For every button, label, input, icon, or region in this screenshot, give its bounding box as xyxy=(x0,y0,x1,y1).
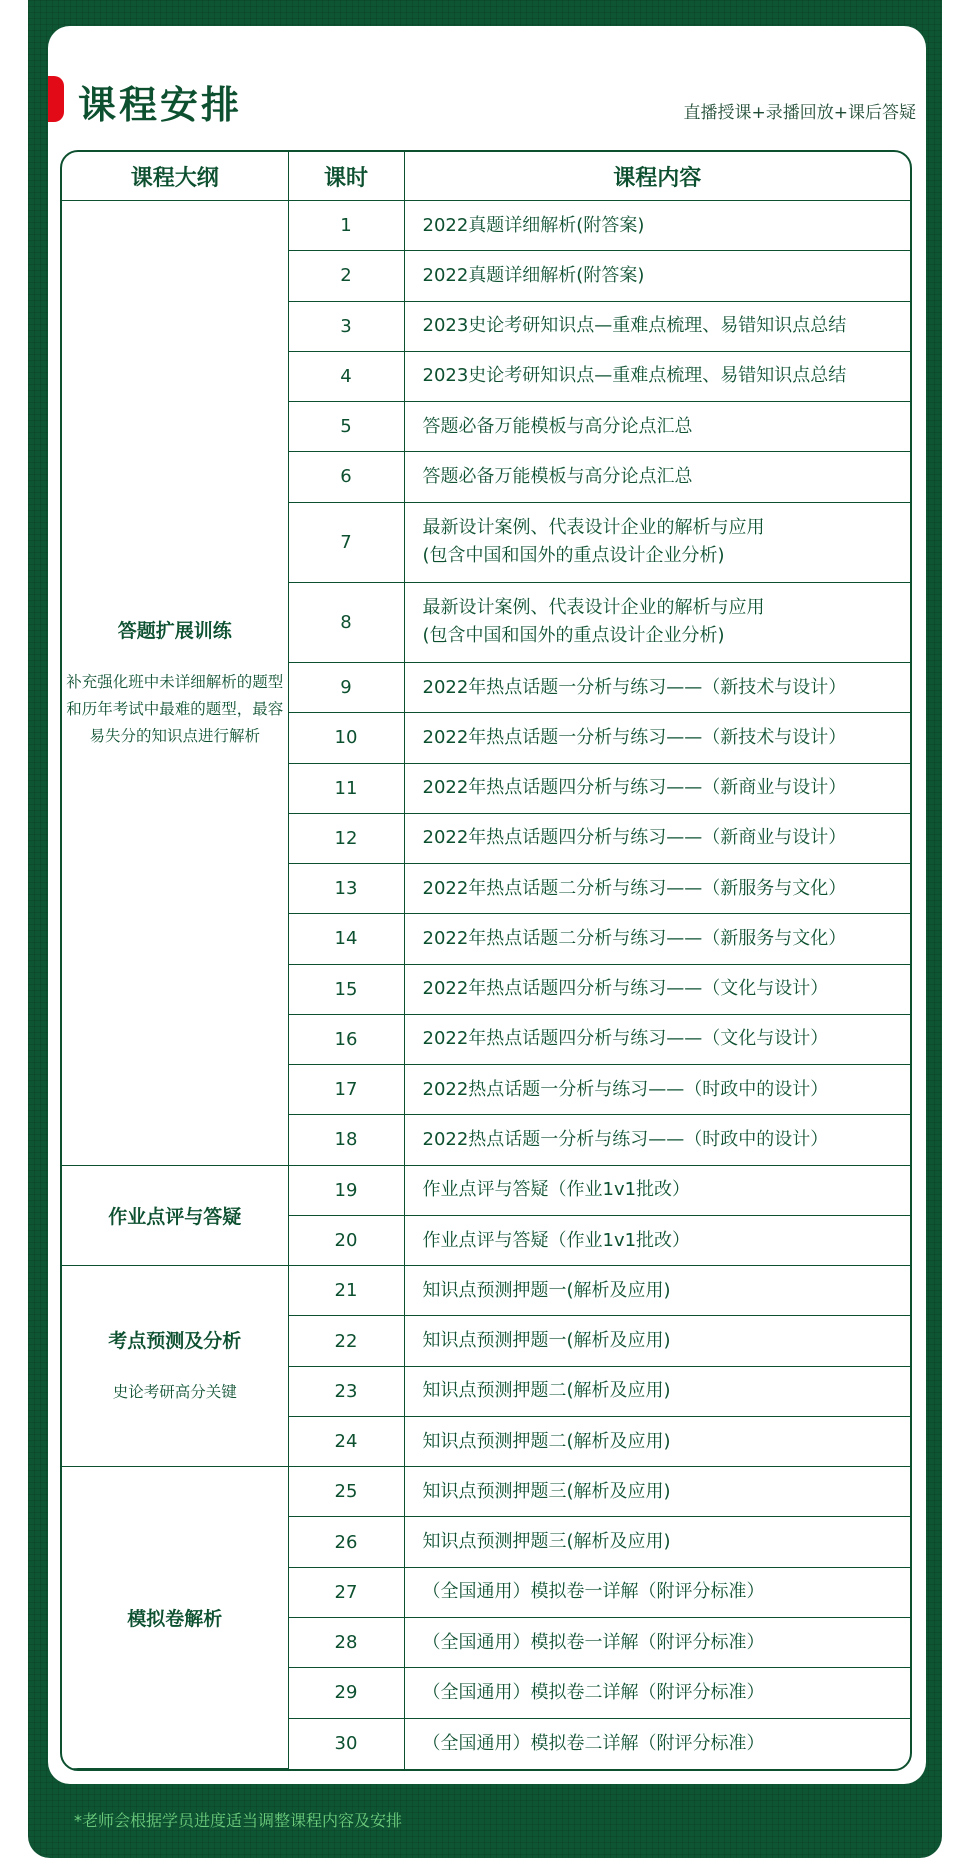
outline-title: 考点预测及分析 xyxy=(108,1330,242,1353)
lesson-content-line: 2022年热点话题一分析与练习——（新技术与设计） xyxy=(422,676,847,698)
lesson-content-line: 知识点预测押题二(解析及应用) xyxy=(422,1430,671,1452)
lesson-content-line: 最新设计案例、代表设计企业的解析与应用 xyxy=(422,597,765,619)
lesson-content-line: 2022年热点话题二分析与练习——（新服务与文化） xyxy=(422,927,847,949)
lesson-content xyxy=(404,1366,910,1416)
page-frame xyxy=(28,0,942,1858)
table-row xyxy=(62,1467,910,1517)
lesson-number: 22 xyxy=(288,1316,404,1366)
lesson-number: 20 xyxy=(288,1215,404,1265)
lesson-content-line: 知识点预测押题一(解析及应用) xyxy=(422,1330,671,1352)
lesson-number: 21 xyxy=(288,1266,404,1316)
lesson-content xyxy=(404,351,910,401)
lesson-content xyxy=(404,1065,910,1115)
lesson-number: 25 xyxy=(288,1467,404,1517)
lesson-content-line: 2022年热点话题四分析与练习——（新商业与设计） xyxy=(422,827,847,849)
outline-cell xyxy=(62,1467,288,1769)
lesson-content xyxy=(404,301,910,351)
lesson-content-line: (包含中国和国外的重点设计企业分析) xyxy=(422,545,725,567)
outline-description: 补充强化班中未详细解析的题型和历年考试中最难的题型，最容易失分的知识点进行解析 xyxy=(66,672,284,745)
lesson-content xyxy=(404,1467,910,1517)
page-subtitle: 直播授课+录播回放+课后答疑 xyxy=(683,103,916,123)
lesson-content xyxy=(404,1316,910,1366)
column-header-content: 课程内容 xyxy=(404,152,910,201)
lesson-number: 1 xyxy=(288,201,404,251)
lesson-content xyxy=(404,1567,910,1617)
lesson-content-line: 2022热点话题一分析与练习——（时政中的设计） xyxy=(422,1078,829,1100)
table-header-row xyxy=(62,152,910,201)
lesson-content-line: 2022年热点话题二分析与练习——（新服务与文化） xyxy=(422,877,847,899)
lesson-content-line: （全国通用）模拟卷二详解（附评分标准） xyxy=(422,1732,765,1754)
lesson-content xyxy=(404,1266,910,1316)
lesson-content-line: （全国通用）模拟卷一详解（附评分标准） xyxy=(422,1581,765,1603)
lesson-content-line: 2022年热点话题四分析与练习——（文化与设计） xyxy=(422,978,829,1000)
lesson-content xyxy=(404,813,910,863)
column-header-outline: 课程大纲 xyxy=(62,152,288,201)
outline-cell xyxy=(62,201,288,1166)
outline-title: 作业点评与答疑 xyxy=(108,1205,242,1228)
lesson-number: 19 xyxy=(288,1165,404,1215)
footer-note: *老师会根据学员进度适当调整课程内容及安排 xyxy=(74,1811,403,1830)
lesson-content-line: 作业点评与答疑（作业1v1批改） xyxy=(422,1229,691,1251)
lesson-number: 12 xyxy=(288,813,404,863)
outline-cell xyxy=(62,1165,288,1266)
lesson-content-line: 2022年热点话题一分析与练习——（新技术与设计） xyxy=(422,726,847,748)
lesson-number: 13 xyxy=(288,864,404,914)
lesson-content-line: 2022年热点话题四分析与练习——（新商业与设计） xyxy=(422,777,847,799)
lesson-number: 4 xyxy=(288,351,404,401)
lesson-content xyxy=(404,1215,910,1265)
lesson-number: 7 xyxy=(288,502,404,582)
lesson-content-line: 作业点评与答疑（作业1v1批改） xyxy=(422,1179,691,1201)
lesson-content xyxy=(404,1668,910,1718)
lesson-number: 10 xyxy=(288,713,404,763)
lesson-content-line: （全国通用）模拟卷一详解（附评分标准） xyxy=(422,1631,765,1653)
outline-title: 答题扩展训练 xyxy=(117,619,232,642)
lesson-content xyxy=(404,914,910,964)
lesson-content xyxy=(404,964,910,1014)
lesson-number: 11 xyxy=(288,763,404,813)
table-row xyxy=(62,1165,910,1215)
lesson-content xyxy=(404,1416,910,1466)
lesson-number: 26 xyxy=(288,1517,404,1567)
lesson-number: 24 xyxy=(288,1416,404,1466)
lesson-number: 23 xyxy=(288,1366,404,1416)
lesson-content xyxy=(404,251,910,301)
schedule-table-wrapper xyxy=(60,150,912,1771)
lesson-content xyxy=(404,502,910,582)
lesson-content-line: 2023史论考研知识点—重难点梳理、易错知识点总结 xyxy=(422,365,847,387)
lesson-content xyxy=(404,1165,910,1215)
lesson-content-line: 2022年热点话题四分析与练习——（文化与设计） xyxy=(422,1028,829,1050)
lesson-content xyxy=(404,201,910,251)
lesson-content-line: 2022热点话题一分析与练习——（时政中的设计） xyxy=(422,1128,829,1150)
lesson-content-line: 知识点预测押题三(解析及应用) xyxy=(422,1531,671,1553)
lesson-number: 14 xyxy=(288,914,404,964)
lesson-content-line: （全国通用）模拟卷二详解（附评分标准） xyxy=(422,1681,765,1703)
lesson-content xyxy=(404,662,910,712)
table-row xyxy=(62,201,910,251)
lesson-content xyxy=(404,763,910,813)
schedule-table xyxy=(62,152,910,1769)
lesson-content-line: 2023史论考研知识点—重难点梳理、易错知识点总结 xyxy=(422,315,847,337)
lesson-number: 18 xyxy=(288,1115,404,1165)
lesson-content xyxy=(404,713,910,763)
lesson-content-line: 2022真题详细解析(附答案) xyxy=(422,264,645,286)
lesson-content-line: 知识点预测押题三(解析及应用) xyxy=(422,1480,671,1502)
lesson-number: 8 xyxy=(288,582,404,662)
lesson-number: 6 xyxy=(288,452,404,502)
lesson-number: 2 xyxy=(288,251,404,301)
lesson-content-line: (包含中国和国外的重点设计企业分析) xyxy=(422,625,725,647)
lesson-content xyxy=(404,1718,910,1768)
lesson-number: 29 xyxy=(288,1668,404,1718)
title-accent-bar xyxy=(48,76,64,122)
schedule-card xyxy=(48,26,926,1784)
lesson-content-line: 答题必备万能模板与高分论点汇总 xyxy=(422,465,693,487)
lesson-content-line: 知识点预测押题二(解析及应用) xyxy=(422,1380,671,1402)
lesson-number: 16 xyxy=(288,1014,404,1064)
lesson-content-line: 知识点预测押题一(解析及应用) xyxy=(422,1279,671,1301)
lesson-content xyxy=(404,1618,910,1668)
lesson-content xyxy=(404,1014,910,1064)
lesson-content-line: 最新设计案例、代表设计企业的解析与应用 xyxy=(422,517,765,539)
lesson-content xyxy=(404,402,910,452)
lesson-number: 5 xyxy=(288,402,404,452)
lesson-number: 27 xyxy=(288,1567,404,1617)
page-title: 课程安排 xyxy=(78,83,243,127)
lesson-content-line: 答题必备万能模板与高分论点汇总 xyxy=(422,415,693,437)
lesson-content xyxy=(404,864,910,914)
outline-cell xyxy=(62,1266,288,1467)
lesson-number: 15 xyxy=(288,964,404,1014)
lesson-number: 30 xyxy=(288,1718,404,1768)
lesson-content xyxy=(404,582,910,662)
lesson-number: 9 xyxy=(288,662,404,712)
lesson-number: 28 xyxy=(288,1618,404,1668)
lesson-content-line: 2022真题详细解析(附答案) xyxy=(422,214,645,236)
table-row xyxy=(62,1266,910,1316)
lesson-content xyxy=(404,1517,910,1567)
lesson-number: 17 xyxy=(288,1065,404,1115)
lesson-content xyxy=(404,1115,910,1165)
lesson-number: 3 xyxy=(288,301,404,351)
outline-title: 模拟卷解析 xyxy=(127,1608,223,1631)
outline-description: 史论考研高分关键 xyxy=(112,1383,237,1402)
lesson-content xyxy=(404,452,910,502)
column-header-lesson: 课时 xyxy=(288,152,404,201)
